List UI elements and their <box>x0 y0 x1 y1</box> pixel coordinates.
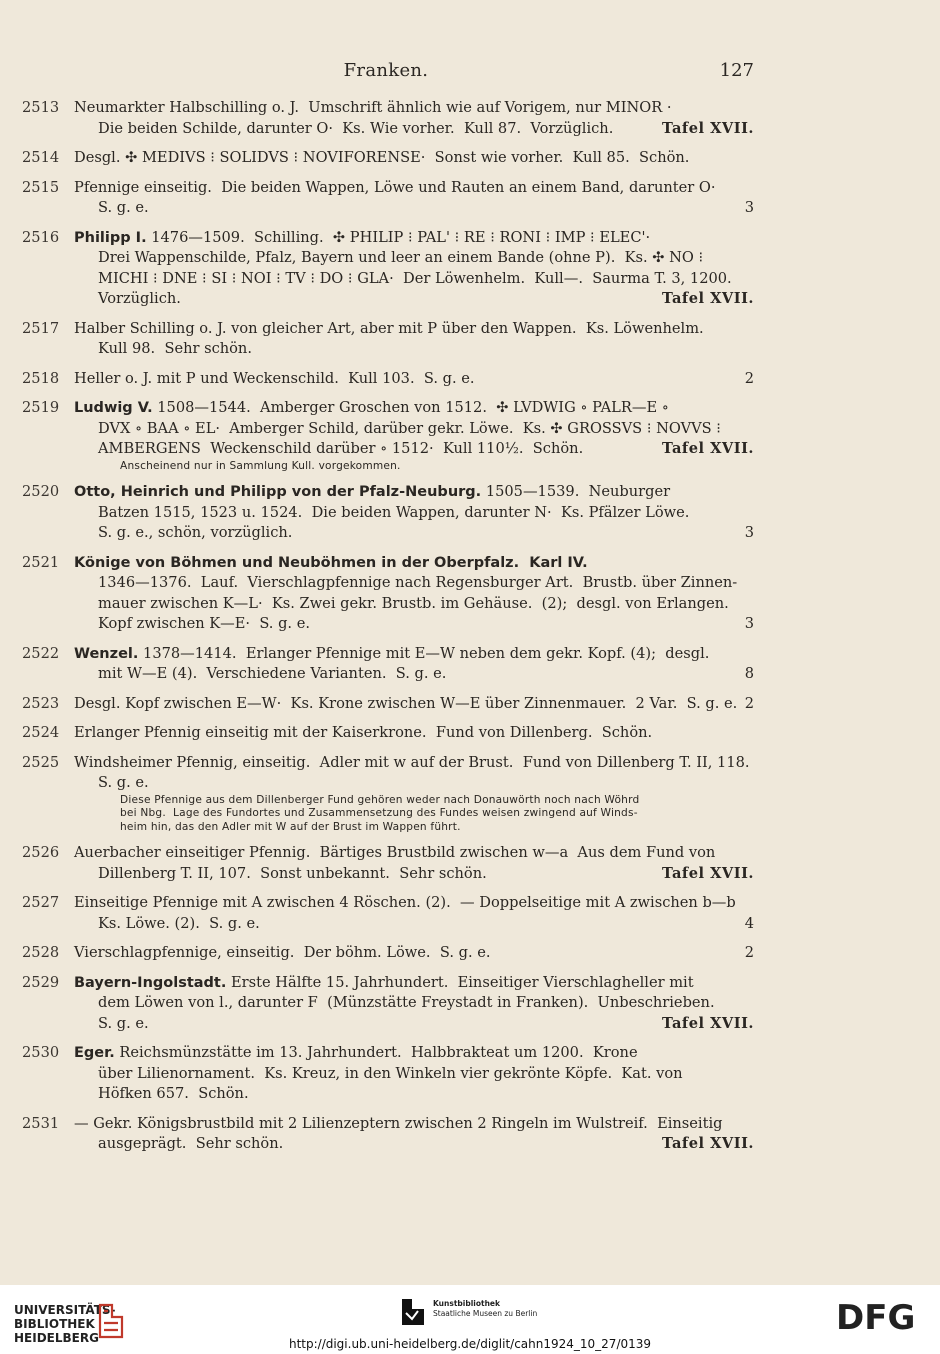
entry-line <box>74 369 754 390</box>
entry-text <box>74 943 754 964</box>
entry-segment: Auerbacher einseitiger Pfennig. Bärtiges Brustbild zwischen w—a Aus dem Fund von <box>74 844 716 861</box>
entry-segment: S. g. e. <box>98 774 149 791</box>
entry-heading: Könige von Böhmen und Neuböhmen in der Oberpfalz. Karl IV. <box>74 554 588 571</box>
entry-line <box>74 893 754 914</box>
entry-line <box>74 1064 754 1085</box>
quantity: 3 <box>744 199 754 216</box>
entry-line-left <box>98 664 446 685</box>
entry-line-left <box>98 914 260 935</box>
entry-segment: AMBERGENS Weckenschild darüber ∘ 1512· Kull 110½. Schön. <box>98 440 584 457</box>
entry-segment: Desgl. ✣ MEDIVS ⁝ SOLIDVS ⁝ NOVIFORENSE· Sonst wie vorher. Kull 85. Schön. <box>74 149 690 166</box>
entry-heading: Ludwig V. <box>74 400 153 416</box>
entry-segment: Vorzüglich. <box>98 290 181 307</box>
entry-segment: Kopf zwischen K—E· S. g. e. <box>98 615 310 632</box>
catalog-entry <box>22 398 754 473</box>
entry-line <box>74 319 754 340</box>
page-title: Franken. <box>343 60 429 81</box>
entry-line <box>74 503 754 524</box>
entry-segment: dem Löwen von l., darunter F (Münzstätte Freystadt in Franken). Unbeschrieben. <box>98 994 715 1011</box>
entry-line-left <box>98 864 487 885</box>
entry-heading: Otto, Heinrich und Philipp von der Pfalz-Neuburg. <box>74 484 482 500</box>
entry-heading: Eger. <box>74 1045 115 1061</box>
entry-line-left <box>74 973 694 994</box>
catalog-entry <box>22 843 754 884</box>
entry-line-left <box>74 644 709 665</box>
catalog-entry <box>22 148 754 169</box>
entry-segment: Batzen 1515, 1523 u. 1524. Die beiden Wappen, darunter N· Ks. Pfälzer Löwe. <box>98 503 690 521</box>
entry-line-left <box>98 439 583 460</box>
entry-segment: 1508—1544. Amberger Groschen von 1512. ✣ LVDWIG ∘ PALR—E ∘ <box>152 399 669 416</box>
entry-text <box>74 319 754 360</box>
catalog-entry <box>22 694 754 715</box>
entry-number: 2525 <box>22 753 60 771</box>
page-header <box>0 60 940 84</box>
entry-text <box>74 1114 754 1155</box>
quantity: 3 <box>744 615 754 632</box>
entry-number: 2527 <box>22 894 60 911</box>
entry-line <box>74 594 754 615</box>
quantity: 8 <box>744 665 754 682</box>
entry-line <box>74 523 754 544</box>
entry-line-left <box>74 553 588 574</box>
entry-footnote: Anscheinend nur in Sammlung Kull. vorgekommen. <box>120 459 401 472</box>
entry-line <box>74 419 754 440</box>
entry-line-left <box>98 419 721 440</box>
quantity: 2 <box>744 944 754 961</box>
entry-line-left <box>98 269 732 290</box>
catalog-entry <box>22 228 754 310</box>
entry-line <box>74 664 754 685</box>
entry-line <box>74 269 754 290</box>
quantity: 2 <box>744 694 754 712</box>
entry-number: 2526 <box>22 844 60 861</box>
quantity: 4 <box>744 914 754 932</box>
entry-text <box>74 178 754 219</box>
entry-line-left <box>98 594 729 615</box>
ub-emblem-icon <box>96 1301 126 1341</box>
footer <box>0 1285 940 1354</box>
entry-line-left <box>74 843 715 864</box>
entry-text <box>74 148 754 169</box>
entry-segment: S. g. e., schön, vorzüglich. <box>98 524 293 541</box>
entry-segment: Ks. Löwe. (2). S. g. e. <box>98 914 260 932</box>
entry-segment: mit W—E (4). Verschiedene Varianten. S. g. e. <box>98 665 447 682</box>
kb-name: Kunstbibliothek <box>433 1299 501 1308</box>
entry-line-left <box>98 339 252 360</box>
entry-number: 2515 <box>22 178 60 196</box>
entry-segment: Kull 98. Sehr schön. <box>98 340 252 357</box>
catalog-entry <box>22 723 754 744</box>
entry-segment: Halber Schilling o. J. von gleicher Art, aber mit P über den Wappen. Ks. Löwenhelm. <box>74 319 704 337</box>
entry-heading: Philipp I. <box>74 229 147 246</box>
source-url[interactable]: http://digi.ub.uni-heidelberg.de/diglit/cahn1924_10_27/0139 <box>288 1337 652 1351</box>
entry-line-left <box>98 993 715 1014</box>
entry-segment: Desgl. Kopf zwischen E—W· Ks. Krone zwischen W—E über Zinnenmauer. 2 Var. S. g. e. <box>74 694 738 712</box>
entry-line <box>74 228 754 249</box>
entry-line <box>74 148 754 169</box>
entry-segment: DVX ∘ BAA ∘ EL· Amberger Schild, darüber gekr. Löwe. Ks. ✣ GROSSVS ⁝ NOVVS ⁝ <box>98 419 721 437</box>
entry-text <box>74 553 754 635</box>
entry-line-left <box>98 773 149 794</box>
entry-line <box>74 773 754 794</box>
entry-line-left <box>98 1134 283 1155</box>
entry-segment: 1505—1539. Neuburger <box>481 483 671 500</box>
entry-line <box>74 289 754 310</box>
entry-number: 2528 <box>22 944 60 961</box>
entry-text <box>74 723 754 744</box>
entry-line <box>74 198 754 219</box>
entry-line <box>74 943 754 964</box>
entry-number: 2521 <box>22 553 60 571</box>
plate-reference: Tafel XVII. <box>662 440 754 457</box>
plate-reference: Tafel XVII. <box>662 290 754 307</box>
entry-segment: über Lilienornament. Ks. Kreuz, in den Winkeln vier gekrönte Köpfe. Kat. von <box>98 1064 683 1082</box>
plate-reference: Tafel XVII. <box>662 1014 754 1032</box>
entry-line-left <box>74 893 736 914</box>
entry-segment: ausgeprägt. Sehr schön. <box>98 1135 284 1152</box>
entry-line <box>74 1084 754 1105</box>
entry-line-left <box>74 148 689 169</box>
entry-number: 2523 <box>22 694 60 712</box>
entry-line-left <box>74 694 737 715</box>
entry-line <box>74 1134 754 1155</box>
entry-heading: Bayern-Ingolstadt. <box>74 974 227 991</box>
kunstbibliothek-icon <box>400 1297 426 1327</box>
entry-number: 2517 <box>22 319 60 337</box>
entry-text <box>74 482 754 544</box>
entry-text <box>74 694 754 715</box>
dfg-logo[interactable] <box>836 1299 928 1333</box>
entry-line <box>74 1014 754 1035</box>
entry-line-left <box>74 98 671 119</box>
catalog-entry <box>22 319 754 360</box>
entry-line <box>74 694 754 715</box>
entry-line-left <box>74 178 715 199</box>
entry-line-left <box>98 1014 149 1035</box>
page-number: 127 <box>719 60 754 81</box>
entry-segment: Die beiden Schilde, darunter O· Ks. Wie vorher. Kull 87. Vorzüglich. <box>98 119 614 137</box>
entry-line <box>74 723 754 744</box>
catalog-entry <box>22 893 754 934</box>
entry-line-left <box>74 1043 638 1064</box>
plate-reference: Tafel XVII. <box>662 864 754 882</box>
entry-line <box>74 753 754 774</box>
entry-line <box>74 1114 754 1135</box>
entry-segment: Reichsmünzstätte im 13. Jahrhundert. Halbbrakteat um 1200. Krone <box>114 1044 638 1061</box>
entry-line-left <box>98 503 689 524</box>
entry-footnote: Diese Pfennige aus dem Dillenberger Fund gehören weder nach Donauwörth noch nach Wöhrd bei Nbg. Lage des Fundortes und Zusammensetzung des Fundes weisen zwingend auf Winds- heim hin, das den Adler mit W auf der Brust im Wappen führt. <box>120 793 640 833</box>
entry-segment: Erlanger Pfennig einseitig mit der Kaiserkrone. Fund von Dillenberg. Schön. <box>74 724 653 741</box>
entry-line <box>74 993 754 1014</box>
quantity: 2 <box>744 369 754 387</box>
entry-line <box>74 482 754 503</box>
ub-line: BIBLIOTHEK <box>14 1317 95 1331</box>
entry-segment: Drei Wappenschilde, Pfalz, Bayern und leer an einem Bande (ohne P). Ks. ✣ NO ⁝ <box>98 249 704 266</box>
entry-line-left <box>74 369 475 390</box>
entry-segment: Windsheimer Pfennig, einseitig. Adler mit w auf der Brust. Fund von Dillenberg T. II, 118. <box>74 753 750 771</box>
catalog-entry <box>22 1114 754 1155</box>
entry-line-left <box>74 723 652 744</box>
catalog-entry <box>22 644 754 685</box>
entry-line <box>74 398 754 419</box>
entry-segment: Vierschlagpfennige, einseitig. Der böhm. Löwe. S. g. e. <box>74 944 491 961</box>
entry-number: 2516 <box>22 228 60 246</box>
entry-text <box>74 753 754 835</box>
entry-line-left <box>98 1084 249 1105</box>
entry-line-left <box>98 573 737 594</box>
entry-line <box>74 339 754 360</box>
entry-line-left <box>98 289 181 310</box>
entry-segment: MICHI ⁝ DNE ⁝ SI ⁝ NOI ⁝ TV ⁝ DO ⁝ GLA· Der Löwenhelm. Kull—. Saurma T. 3, 1200. <box>98 269 732 287</box>
entry-text <box>74 228 754 310</box>
entry-number: 2529 <box>22 973 60 991</box>
dfg-text: DFG <box>836 1299 916 1333</box>
entry-number: 2514 <box>22 149 60 166</box>
catalog-entry <box>22 482 754 544</box>
entry-line <box>74 573 754 594</box>
entry-line-left <box>98 614 310 635</box>
catalog-entry <box>22 369 754 390</box>
entry-segment: Einseitige Pfennige mit A zwischen 4 Röschen. (2). — Doppelseitige mit A zwischen b—b <box>74 894 736 911</box>
kunstbibliothek-logo[interactable] <box>400 1297 550 1337</box>
entry-segment: Pfennige einseitig. Die beiden Wappen, Löwe und Rauten an einem Band, darunter O· <box>74 178 716 196</box>
entry-line-left <box>98 523 292 544</box>
entry-text <box>74 644 754 685</box>
entry-number: 2522 <box>22 644 60 662</box>
entry-number: 2531 <box>22 1114 60 1132</box>
ub-line: UNIVERSITÄTS- <box>14 1303 116 1317</box>
entry-segment: 1346—1376. Lauf. Vierschlagpfennige nach Regensburger Art. Brustb. über Zinnen- <box>98 574 738 591</box>
entry-text <box>74 843 754 884</box>
entry-segment: S. g. e. <box>98 199 149 216</box>
entry-line-left <box>74 1114 722 1135</box>
entry-line <box>74 914 754 935</box>
entry-line-left <box>74 228 650 249</box>
entry-line <box>74 439 754 460</box>
entry-line-left <box>74 943 491 964</box>
entry-line-left <box>98 1064 683 1085</box>
entry-line <box>74 973 754 994</box>
entry-number: 2518 <box>22 369 60 387</box>
entry-number: 2530 <box>22 1044 60 1061</box>
kb-subtitle: Staatliche Museen zu Berlin <box>433 1309 538 1318</box>
entry-line <box>74 644 754 665</box>
entry-line <box>74 553 754 574</box>
catalog-entry <box>22 178 754 219</box>
catalog-entry <box>22 1043 754 1105</box>
catalog-entry <box>22 943 754 964</box>
entry-line <box>74 248 754 269</box>
entry-number: 2513 <box>22 99 60 116</box>
entry-line-left <box>98 119 613 140</box>
entry-line <box>74 614 754 635</box>
entry-segment: Heller o. J. mit P und Weckenschild. Kull 103. S. g. e. <box>74 369 475 387</box>
entry-line <box>74 119 754 140</box>
entry-segment: Neumarkter Halbschilling o. J. Umschrift ähnlich wie auf Vorigem, nur MINOR · <box>74 99 672 116</box>
entry-number: 2524 <box>22 724 60 741</box>
entry-text <box>74 398 754 473</box>
entry-segment: Höfken 657. Schön. <box>98 1085 249 1102</box>
entry-number: 2520 <box>22 483 60 500</box>
entry-line-left <box>74 753 750 774</box>
entry-line <box>74 98 754 119</box>
entry-line-left <box>74 319 704 340</box>
entry-line <box>74 178 754 199</box>
entry-line-left <box>98 248 703 269</box>
entry-text <box>74 1043 754 1105</box>
entry-line <box>74 1043 754 1064</box>
entry-line <box>74 864 754 885</box>
entry-segment: — Gekr. Königsbrustbild mit 2 Lilienzeptern zwischen 2 Ringeln im Wulstreif. Einseitig <box>74 1114 723 1132</box>
entry-text <box>74 893 754 934</box>
ub-line: HEIDELBERG <box>14 1331 99 1345</box>
entry-segment: 1476—1509. Schilling. ✣ PHILIP ⁝ PAL' ⁝ RE ⁝ RONI ⁝ IMP ⁝ ELEC'· <box>146 228 651 246</box>
entry-text <box>74 369 754 390</box>
entry-segment: 1378—1414. Erlanger Pfennige mit E—W neben dem gekr. Kopf. (4); desgl. <box>138 644 710 662</box>
plate-reference: Tafel XVII. <box>662 119 754 137</box>
entry-text <box>74 98 754 139</box>
plate-reference: Tafel XVII. <box>662 1135 754 1152</box>
entry-heading: Wenzel. <box>74 645 139 662</box>
catalog-entry <box>22 553 754 635</box>
entry-text <box>74 973 754 1035</box>
quantity: 3 <box>744 524 754 541</box>
entry-line <box>74 843 754 864</box>
catalog-entry <box>22 98 754 139</box>
entry-segment: Dillenberg T. II, 107. Sonst unbekannt. Sehr schön. <box>98 864 487 882</box>
catalog-entries <box>22 98 754 1164</box>
entry-segment: Erste Hälfte 15. Jahrhundert. Einseitiger Vierschlagheller mit <box>226 973 694 991</box>
entry-segment: mauer zwischen K—L· Ks. Zwei gekr. Brustb. im Gehäuse. (2); desgl. von Erlangen. <box>98 594 729 612</box>
entry-line-left <box>74 398 669 419</box>
entry-line-left <box>74 482 670 503</box>
entry-segment: S. g. e. <box>98 1014 149 1032</box>
catalog-entry <box>22 753 754 835</box>
catalog-entry <box>22 973 754 1035</box>
entry-line-left <box>98 198 149 219</box>
entry-number: 2519 <box>22 399 60 416</box>
